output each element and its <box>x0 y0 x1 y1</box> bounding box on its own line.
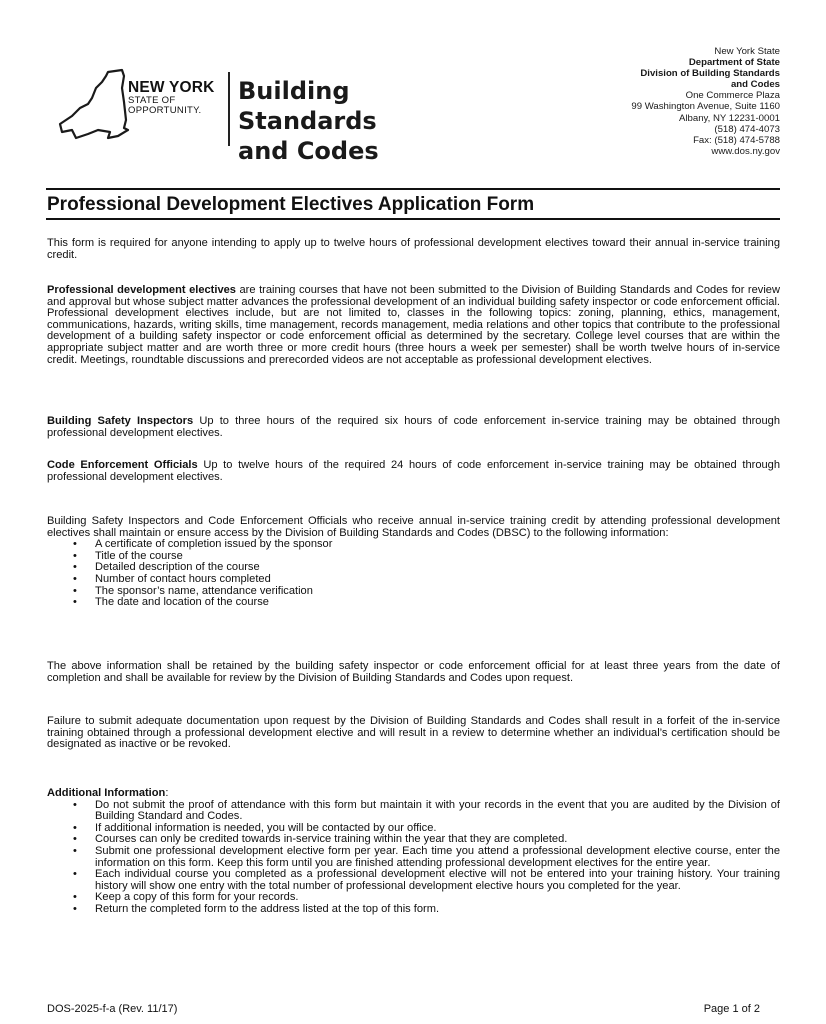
ceo-label: Code Enforcement Officials <box>47 459 198 471</box>
address-phone: (518) 474-4073 <box>714 123 780 135</box>
bsi-label: Building Safety Inspectors <box>47 415 194 427</box>
new-york-state-outline-icon <box>58 68 130 146</box>
additional-info-list <box>47 800 780 916</box>
bsi-paragraph <box>47 416 780 439</box>
failure-paragraph <box>47 716 780 751</box>
title-rule-top <box>46 188 780 190</box>
logo-divider <box>228 72 230 146</box>
list-item: • The date and location of the course <box>47 597 780 609</box>
address-street2: 99 Washington Avenue, Suite 1160 <box>631 101 780 113</box>
logo-new-york: NEW YORK <box>128 79 215 96</box>
intro-paragraph <box>47 238 780 261</box>
address-division: Division of Building Standards <box>640 68 780 80</box>
address-state: New York State <box>714 46 780 57</box>
form-number: DOS-2025-f-a (Rev. 11/17) <box>47 1003 178 1015</box>
list-item: • Keep a copy of this form for your records. <box>47 892 780 904</box>
additional-info-colon: : <box>165 787 169 799</box>
nys-logo <box>58 66 478 165</box>
list-item: • The sponsor’s name, attendance verification <box>47 586 780 598</box>
additional-info-section <box>47 788 780 916</box>
address-street1: One Commerce Plaza <box>685 90 780 102</box>
list-item: • A certificate of completion issued by the sponsor <box>47 539 780 551</box>
list-item: • Submit one professional development elective form per year. Each time you attend a professional development elective course, enter the information on this form. Keep this form until you are finished attending professional development electives for the entire year. <box>47 846 780 869</box>
nys-wordmark <box>128 80 215 116</box>
agency-address <box>631 46 780 157</box>
address-website: www.dos.ny.gov <box>711 145 780 157</box>
title-rule-bottom <box>46 218 780 220</box>
list-item: • Each individual course you completed as a professional development elective will not be entered into your training history. Your training history will show one entry with the total number of professional development elective hours you completed for the year. <box>47 869 780 892</box>
list-item: • Return the completed form to the address listed at the top of this form. <box>47 904 780 916</box>
ceo-paragraph <box>47 460 780 483</box>
maintain-section <box>47 516 780 609</box>
list-item: • If additional information is needed, you will be contacted by our office. <box>47 823 780 835</box>
list-item: • Do not submit the proof of attendance with this form but maintain it with your records in the event that you are audited by the Division of Building Standard and Codes. <box>47 800 780 823</box>
pde-paragraph <box>47 285 780 366</box>
page-number: Page 1 of 2 <box>703 1003 760 1015</box>
intro-text: This form is required for anyone intending to apply up to twelve hours of professional development electives toward their annual in-service training credit. <box>47 237 780 261</box>
list-item: • Title of the course <box>47 551 780 563</box>
additional-info-label: Additional Information <box>47 787 166 799</box>
address-division-line2: and Codes <box>730 79 780 91</box>
pde-text: are training courses that have not been submitted to the Division of Building Standards and Codes for review and approval but whose subject matter advances the professional development of an individual building safety inspector or code enforcement official. Professional development electives include, but are not limited to, classes in the following topics: zoning, planning, ethics, management, communications, hazards, writing skills, time management, records management, media relations and other topics that contribute to the professional development of a building safety inspector or code enforcement official as determined by the secretary. College level courses that are within the appropriate subject matter and are worth three or more credit hours (three hours a week per semester) shall be worth twelve hours of in-service credit. Meetings, roundtable discussions and prerecorded videos are not acceptable as professional development electives. <box>47 284 780 366</box>
retain-text: The above information shall be retained by the building safety inspector or code enforcement official for at least three years from the date of completion and shall be available for review by the Division of Building Standards and Codes upon request. <box>47 660 780 684</box>
pde-label: Professional development electives <box>47 284 236 296</box>
form-title: Professional Development Electives Application Form <box>47 194 535 215</box>
program-name-line1: Building Standards <box>238 77 377 135</box>
list-item: • Number of contact hours completed <box>47 574 780 586</box>
logo-opportunity: OPPORTUNITY. <box>128 104 202 116</box>
list-item: • Courses can only be credited towards in-service training within the year that they are completed. <box>47 834 780 846</box>
address-department: Department of State <box>688 57 780 69</box>
logo-state-of: STATE OF <box>128 94 176 106</box>
program-name <box>238 76 478 166</box>
maintain-text: Building Safety Inspectors and Code Enforcement Officials who receive annual in-service training credit by attending professional development electives shall maintain or ensure access by the Division of Building Standards and Codes (DBSC) to the following information: <box>47 515 780 539</box>
retain-paragraph <box>47 661 780 684</box>
bsi-text: Up to three hours of the required six hours of code enforcement in-service training may be obtained through professional development electives. <box>47 415 780 439</box>
ceo-text: Up to twelve hours of the required 24 hours of code enforcement in-service training may be obtained through professional development electives. <box>47 459 780 483</box>
program-name-line2: and Codes <box>238 137 379 165</box>
address-city: Albany, NY 12231-0001 <box>679 112 780 124</box>
required-info-list <box>47 539 780 609</box>
failure-text: Failure to submit adequate documentation upon request by the Division of Building Standards and Codes shall result in a forfeit of the in-service training obtained through a professional development elective and will result in a review to determine whether an individual’s certification should be designated as inactive or be revoked. <box>47 715 780 751</box>
address-fax: Fax: (518) 474-5788 <box>693 134 780 146</box>
list-item: • Detailed description of the course <box>47 562 780 574</box>
